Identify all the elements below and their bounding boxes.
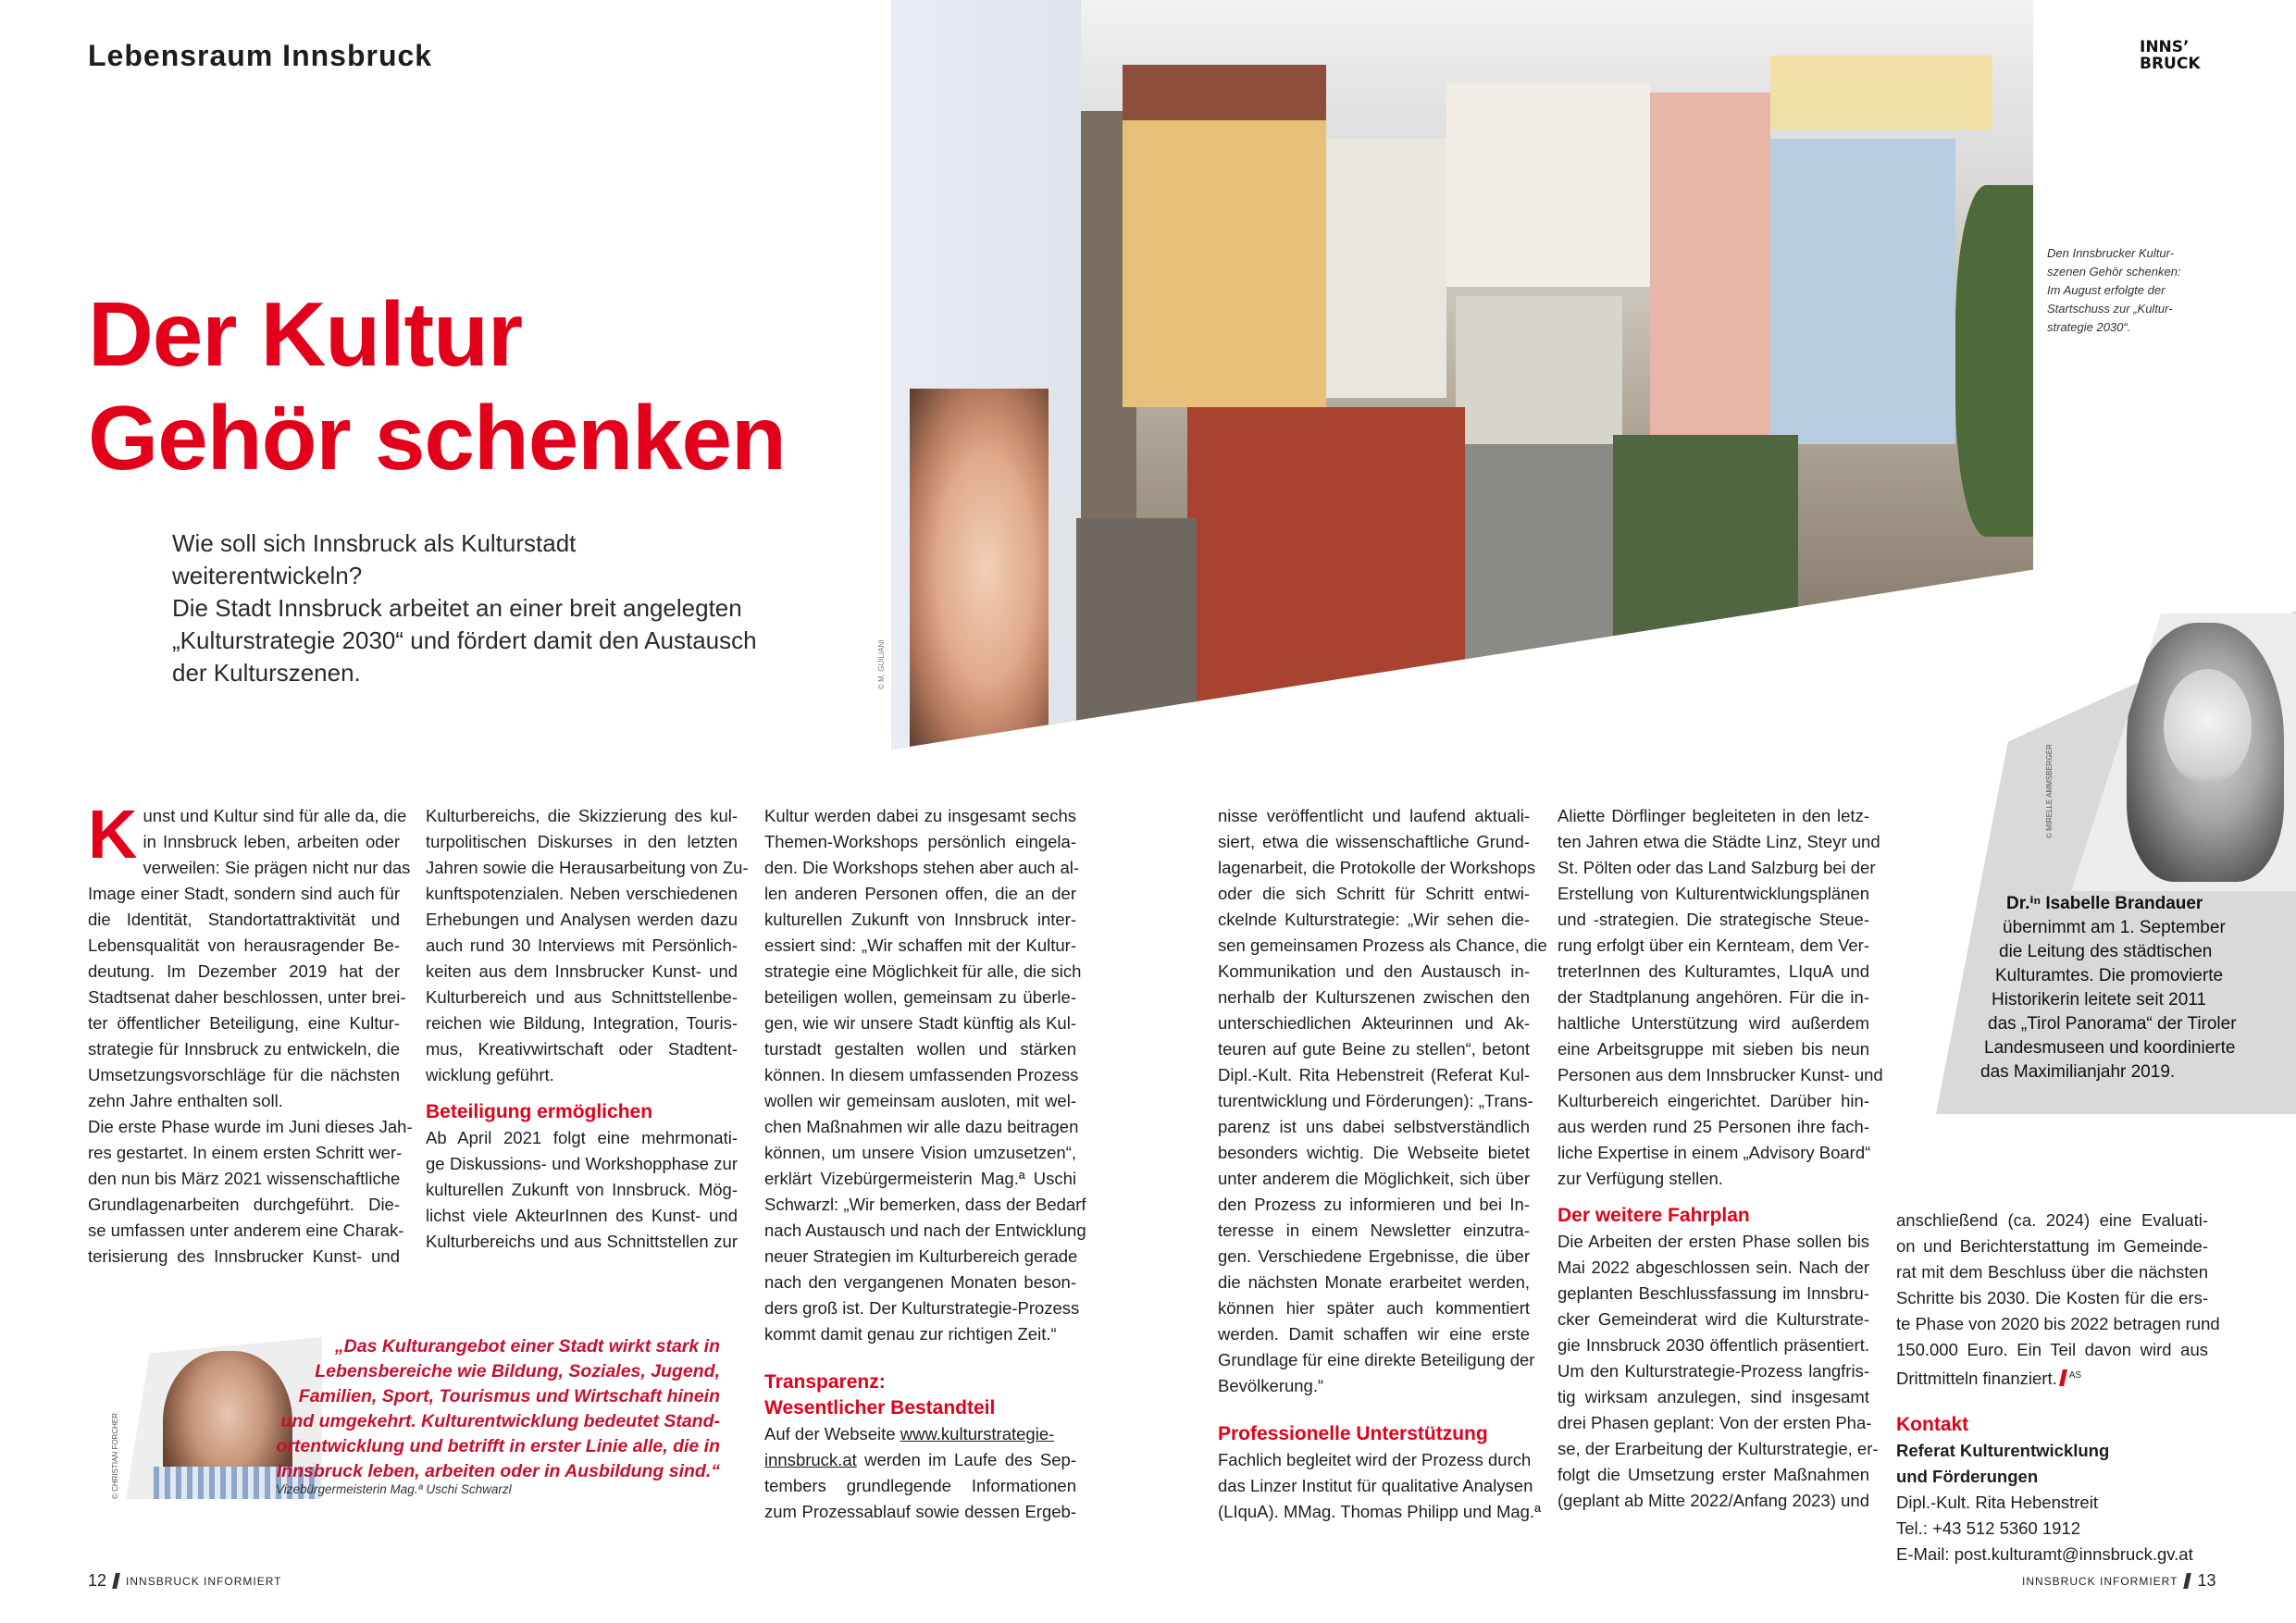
hero-photo-city-rooftops xyxy=(891,0,2033,750)
subheading-unterstuetzung: Professionelle Unterstützung xyxy=(1218,1423,1488,1444)
page-number: 13 xyxy=(2197,1571,2216,1590)
footer-divider xyxy=(2184,1573,2192,1589)
lead-line: „Kulturstrategie 2030“ und fördert damit den Austausch xyxy=(172,626,757,654)
author-tag: AS xyxy=(2068,1370,2082,1381)
body-column-6: anschließend (ca. 2024) eine Evaluati- on und Berichterstattung im Gemeinde- rat mit dem Beschluss über die nächsten Schritte bis 2030. Die Kosten für die ers- te Phase von 2020 bis 2022 betragen rund 150.000 Euro. Ein Teil davon wird aus Drittmitteln finanziert. $^{AS}$ Kontakt Referat Kulturentwicklung und Förderungen Dipl.-Kult. Rita Hebenstreit Tel.: +43 512 5360 1912 E-Mail: post.kulturamt@innsbruck.gv.at xyxy=(1896,1208,2208,1567)
portrait-name: Dr.ⁱⁿ Isabelle Brandauer xyxy=(2006,894,2203,913)
headline-line: Gehör schenken xyxy=(88,387,786,489)
subheading-transparenz: Transparenz: Wesentlicher Bestandteil xyxy=(764,1371,996,1419)
article-lead xyxy=(172,527,764,689)
article-headline xyxy=(88,282,786,489)
innsbruck-logo: INNS’ BRUCK xyxy=(2140,38,2201,73)
end-mark xyxy=(2059,1369,2067,1386)
footer-left xyxy=(88,1571,281,1591)
hero-photo-credit: © M. GUILIANI xyxy=(877,639,886,689)
footer-right xyxy=(2022,1571,2215,1591)
publication-name: INNSBRUCK INFORMIERT xyxy=(126,1574,282,1588)
page-number: 12 xyxy=(88,1571,107,1590)
portrait-caption: Dr.ⁱⁿ Isabelle Brandauer übernimmt am 1. September die Leitung des städtischen Kulturamtes. Die promovierte Historikerin leitete seit 2011 das „Tirol Panorama“ der Tiroler Landesmuseen und koordinierte das Maximilianjahr 2019. xyxy=(1980,892,2277,1084)
pull-quote: „Das Kulturangebot einer Stadt wirkt stark in Lebensbereiche wie Bildung, Soziales, Jugend, Familien, Sport, Tourismus und Wirtschaft hinein und umgekehrt. Kulturentwicklung bedeutet Stand- ortentwicklung und betrifft in erster Linie alle, die in Innsbruck leben, arbeiten oder in Ausbildung sind.“ xyxy=(276,1336,720,1481)
body-column-5: Aliette Dörflinger begleiteten in den letz- ten Jahren etwa die Städte Linz, Steyr und St. Pölten oder das Land Salzburg bei der Erstellung von Kulturentwicklungsplänen und -strategien. Die strategische Steue- rung erfolgt über ein Kernteam, dem Ver- treterInnen des Kulturamtes, LIquA und der Stadtplanung angehören. Für die in- haltliche Unterstützung wird außerdem eine Arbeitsgruppe mit sieben bis neun Personen aus dem Innsbrucker Kunst- und Kulturbereich eingerichtet. Darüber hin- aus werden rund 25 Personen ihre fach- liche Expertise in einem „Advisory Board“ zur Verfügung stellen. Der weitere Fahrplan Die Arbeiten der ersten Phase sollen bis Mai 2022 abgeschlossen sein. Nach der geplanten Beschlussfassung im Innsbru- cker Gemeinderat wird die Kulturstrate- gie Innsbruck 2030 öffentlich präsentiert. Um den Kulturstrategie-Prozess langfris- tig wirksam anzulegen, sind insgesamt drei Phasen geplant: Von der ersten Pha- se, der Erarbeitung der Kulturstrategie, er- folgt die Umsetzung erster Maßnahmen (geplant ab Mitte 2022/Anfang 2023) und xyxy=(1558,806,1883,1510)
contact-person: Dipl.-Kult. Rita Hebenstreit xyxy=(1896,1493,2098,1513)
body-column-2: Kulturbereichs, die Skizzierung des kul- turpolitischen Diskurses in den letzten Jahren sowie die Herausarbeitung von Zu- kunftspotenzialen. Neben verschiedenen Erhebungen und Analysen werden dazu auch rund 30 Interviews mit Persönlich- keiten aus dem Innsbrucker Kunst- und Kulturbereich und aus Schnittstellenbe- reichen wie Bildung, Integration, Touris- mus, Kreativwirtschaft oder Stadtent- wicklung geführt. Beteiligung ermöglichen Ab April 2021 folgt eine mehrmonati- ge Diskussions- und Workshopphase zur kulturellen Zukunft von Innsbruck. Mög- lichst viele AkteurInnen des Kunst- und Kulturbereichs und aus Schnittstellen zur xyxy=(426,806,749,1251)
contact-phone[interactable]: Tel.: +43 512 5360 1912 xyxy=(1896,1518,2081,1539)
body-column-4: nisse veröffentlicht und laufend aktuali- siert, etwa die wissenschaftliche Grund- lagenarbeit, die Protokolle der Workshops oder die sich Schritt für Schritt entwi- ckelnde Kulturstrategie: „Wir sehen die- sen gemeinsamen Prozess als Chance, die Kommunikation und den Austausch in- nerhalb der Kulturszenen zwischen den unterschiedlichen Akteurinnen und Ak- teuren auf gute Beine zu stellen“, betont Dipl.-Kult. Rita Hebenstreit (Referat Kul- turentwicklung und Förderungen): „Trans- parenz ist uns dabei selbstverständlich besonders wichtig. Die Webseite bietet unter anderem die Möglichkeit, sich über den Prozess zu informieren und bei In- teresse in einem Newsletter einzutra- gen. Verschiedene Ergebnisse, die über die nächsten Monate erarbeitet werden, können hier später auch kommentiert werden. Damit schaffen wir eine erste Grundlage für eine direkte Beteiligung der Bevölkerung.“ Professionelle Unterstützung Fachlich begleitet wird der Prozess durch das Linzer Institut für qualitative Analysen (LIquA). MMag. Thomas Philipp und Mag.ª xyxy=(1218,806,1547,1521)
website-link[interactable]: www.kulturstrategie- xyxy=(900,1424,1055,1443)
lead-line: Wie soll sich Innsbruck als Kulturstadt weiterentwickeln? xyxy=(172,529,577,589)
portrait-photo-credit: © MIRELLE AMMSBERGER xyxy=(2045,744,2054,838)
contact-email[interactable]: E-Mail: post.kulturamt@innsbruck.gv.at xyxy=(1896,1544,2193,1565)
body-column-1: K unst und Kultur sind für alle da, die in Innsbruck leben, arbeiten oder verweilen: Sie prägen nicht nur das Image einer Stadt, sondern sind auch für die Identität, Standortattraktivität und Lebensqualität von herausragender Be- deutung. Im Dezember 2019 hat der Stadtsenat daher beschlossen, unter brei- ter öffentlicher Beteiligung, eine Kultur- strategie für Innsbruck zu entwickeln, die Umsetzungsvorschläge für die nächsten zehn Jahre enthalten soll. Die erste Phase wurde im Juni dieses Jah- res gestartet. In einem ersten Schritt wer- den nun bis März 2021 wissenschaftliche Grundlagenarbeiten durchgeführt. Die- se umfassen unter anderem eine Charak- terisierung des Innsbrucker Kunst- und xyxy=(88,796,413,1266)
hero-caption: Den Innsbrucker Kultur- szenen Gehör schenken: Im August erfolgte der Startschuss zur „Kultur- strategie 2030“. xyxy=(2047,246,2181,334)
body-column-3: Kultur werden dabei zu insgesamt sechs Themen-Workshops persönlich eingela- den. Die Workshops stehen aber auch al- len anderen Personen offen, die an der kulturellen Zukunft von Innsbruck inter- essiert sind: „Wir schaffen mit der Kultur- strategie eine Möglichkeit für alle, die sich beteiligen wollen, gemeinsam zu überle- gen, wie wir unsere Stadt künftig als Kul- turstadt gestalten wollen und stärken können. In diesem umfassenden Prozess wollen wir gemeinsam ausloten, mit wel- chen Maßnahmen wir alle dazu beitragen können, um unsere Vision umzusetzen“, erklärt Vizebürgermeisterin Mag.ª Uschi Schwarzl: „Wir bemerken, dass der Bedarf nach Austausch und nach der Entwicklung neuer Strategien im Kulturbereich gerade nach den vergangenen Monaten beson- ders groß ist. Der Kulturstrategie-Prozess kommt damit genau zur richtigen Zeit.“ Transparenz: Wesentlicher Bestandteil Auf der Webseite www.kulturstrategie- innsbruck.at werden im Laufe des Sep- tembers grundlegende Informationen zum Prozessablauf sowie dessen Ergeb- xyxy=(764,806,1086,1521)
subheading-beteiligung: Beteiligung ermöglichen xyxy=(426,1101,653,1122)
section-title: Lebensraum Innsbruck xyxy=(88,39,433,72)
contact-heading: Kontakt xyxy=(1896,1414,1969,1436)
lead-line: der Kulturszenen. xyxy=(172,659,361,687)
subheading-fahrplan: Der weitere Fahrplan xyxy=(1558,1205,1750,1226)
quote-attribution: Vizebürgermeisterin Mag.ª Uschi Schwarzl xyxy=(276,1482,512,1496)
publication-name: INNSBRUCK INFORMIERT xyxy=(2022,1574,2178,1588)
headline-line: Der Kultur xyxy=(88,283,523,385)
drop-cap: K xyxy=(88,796,138,873)
website-link[interactable]: innsbruck.at xyxy=(764,1450,857,1469)
lead-line: Die Stadt Innsbruck arbeitet an einer breit angelegten xyxy=(172,594,742,622)
footer-divider xyxy=(112,1573,120,1589)
quote-photo-credit: © CHRISTIAN FORCHER xyxy=(111,1412,119,1499)
